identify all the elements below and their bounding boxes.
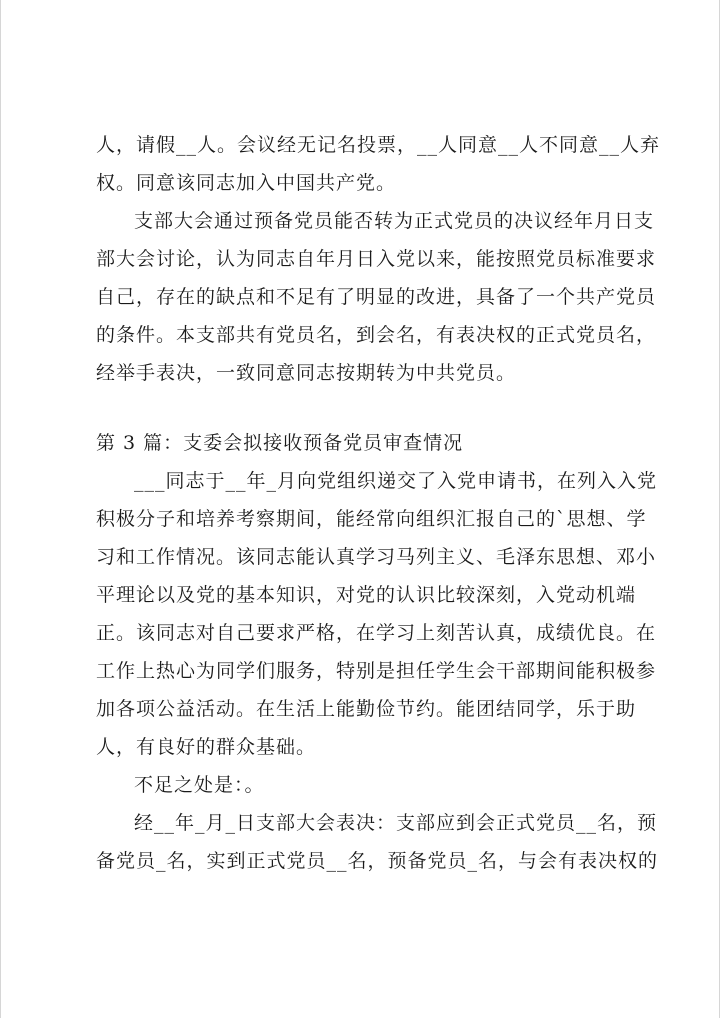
section-spacer [96,392,641,424]
paragraph-vote-result [96,126,661,202]
text-line: 平理论以及党的基本知识，对党的认识比较深刻，入党动机端 [96,584,637,606]
text-line: 的条件。本支部共有党员名，到会名，有表决权的正式党员名， [96,324,657,346]
text-line: ___同志于__年_月向党组织递交了入党申请书，在列入入党 [134,470,658,492]
document-body [96,126,661,880]
text-line: 人，有良好的群众基础。 [96,736,317,758]
paragraph-shortcomings [96,766,641,804]
text-line: 不足之处是：。 [134,774,265,796]
section-heading [96,424,641,462]
paragraph-branch-resolution [96,202,657,392]
text-line: 部大会讨论，认为同志自年月日入党以来，能按照党员标准要求 [96,248,657,270]
text-line: 正。该同志对自己要求严格，在学习上刻苦认真，成绩优良。在 [96,622,657,644]
text-line: 经举手表决，一致同意同志按期转为中共党员。 [96,362,517,384]
text-line: 积极分子和培养考察期间，能经常向组织汇报自己的`思想、学 [96,508,647,530]
text-line: 权。同意该同志加入中国共产党。 [96,172,397,194]
paragraph-vote-count [96,804,659,880]
text-line: 自己，存在的缺点和不足有了明显的改进，具备了一个共产党员 [96,286,657,308]
heading-text: 第 3 篇：支委会拟接收预备党员审查情况 [96,432,464,454]
text-line: 人，请假__人。会议经无记名投票，__人同意__人不同意__人弃 [96,134,661,156]
text-line: 支部大会通过预备党员能否转为正式党员的决议经年月日支 [134,210,655,232]
text-line: 加各项公益活动。在生活上能勤俭节约。能团结同学，乐于助 [96,698,637,720]
text-line: 备党员_名，实到正式党员__名，预备党员_名，与会有表决权的 [96,850,659,872]
paragraph-review [96,462,658,766]
text-line: 经__年_月_日支部大会表决：支部应到会正式党员__名，预 [134,812,658,834]
text-line: 工作上热心为同学们服务，特别是担任学生会干部期间能积极参 [96,660,657,682]
text-line: 习和工作情况。该同志能认真学习马列主义、毛泽东思想、邓小 [96,546,657,568]
